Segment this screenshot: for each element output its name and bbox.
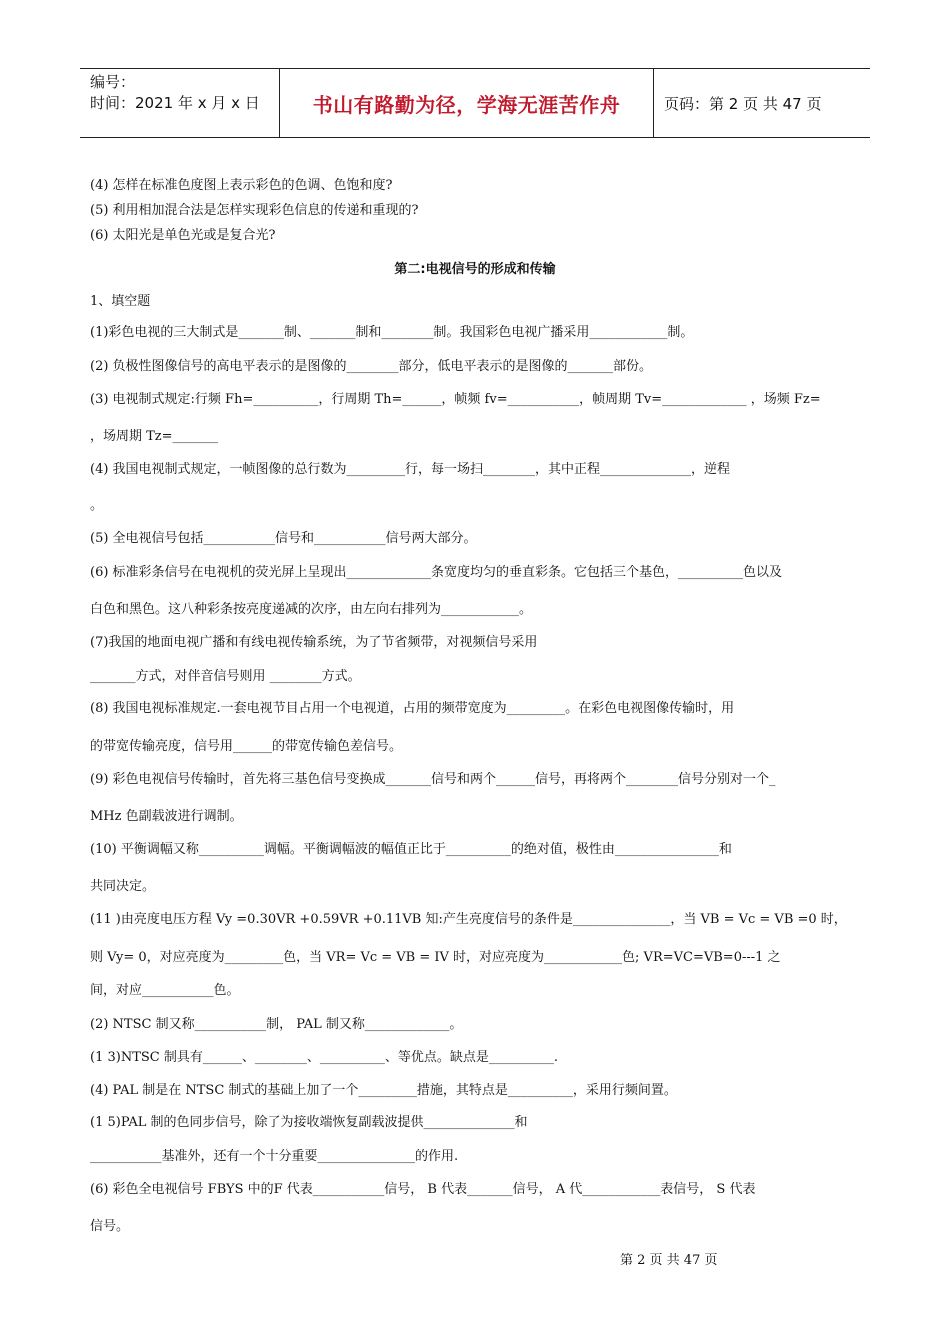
- motto: 书山有路勤为径，学海无涯苦作舟: [280, 69, 654, 137]
- question-line: ，场周期 Tz=_______: [90, 429, 219, 444]
- question-line: (5) 利用相加混合法是怎样实现彩色信息的传递和重现的?: [90, 203, 419, 218]
- question-line: _______方式，对伴音信号则用 ________方式。: [90, 669, 361, 684]
- question-line: (3) 电视制式规定:行频 Fh=__________，行周期 Th=______，帧频 fv=___________，帧周期 Tv=_____________ ，场频 Fz=: [90, 392, 821, 407]
- date-label: 时间：2021 年 x 月 x 日: [90, 94, 260, 112]
- question-line: 共同决定。: [90, 879, 156, 894]
- question-line: (1 5)PAL 制的色同步信号，除了为接收端恢复副载波提供______________和: [90, 1115, 528, 1130]
- page-header: [80, 68, 870, 138]
- question-line: (6) 彩色全电视信号 FBYS 中的F 代表___________信号， B 代表_______信号， A 代____________表信号， S 代表: [90, 1182, 756, 1197]
- page-label: 页码：第 2 页 共 47 页: [664, 94, 822, 113]
- question-line: (4) 怎样在标准色度图上表示彩色的色调、色饱和度?: [90, 178, 393, 193]
- question-line: (1)彩色电视的三大制式是_______制、_______制和________制。我国彩色电视广播采用____________制。: [90, 325, 694, 340]
- question-line: (9) 彩色电视信号传输时，首先将三基色信号变换成_______信号和两个______信号，再将两个________信号分别对一个_: [90, 772, 776, 787]
- question-line: (6) 太阳光是单色光或是复合光?: [90, 228, 276, 243]
- question-line: (8) 我国电视标准规定.一套电视节目占用一个电视道，占用的频带宽度为_________。在彩色电视图像传输时，用: [90, 701, 735, 716]
- number-label: 编号：: [90, 73, 136, 91]
- question-line: (2) 负极性图像信号的高电平表示的是图像的________部分，低电平表示的是图像的_______部份。: [90, 359, 653, 374]
- question-line: (6) 标准彩条信号在电视机的荧光屏上呈现出_____________条宽度均匀的垂直彩条。它包括三个基色，__________色以及: [90, 565, 783, 580]
- header-left-cell: [80, 69, 280, 137]
- question-line: 信号。: [90, 1219, 130, 1234]
- question-line: MHz 色副载波进行调制。: [90, 809, 243, 824]
- question-line: 白色和黑色。这八种彩条按亮度递减的次序，由左向右排列为____________。: [90, 602, 533, 617]
- page-footer: 第 2 页 共 47 页: [620, 1253, 718, 1268]
- question-line: ___________基准外，还有一个十分重要_______________的作用.: [90, 1149, 459, 1164]
- question-line: (2) NTSC 制又称___________制， PAL 制又称_____________。: [90, 1017, 463, 1032]
- question-line: 间，对应___________色。: [90, 983, 240, 998]
- question-line: (11 )由亮度电压方程 Vy =0.30VR +0.59VR +0.11VB 知:产生亮度信号的条件是_______________，当 VB = Vc = VB =0 时，: [90, 912, 847, 927]
- question-line: 。: [90, 498, 104, 513]
- question-line: (4) PAL 制是在 NTSC 制式的基础上加了一个_________措施，其特点是__________，采用行频间置。: [90, 1083, 677, 1098]
- question-line: (7)我国的地面电视广播和有线电视传输系统，为了节省频带，对视频信号采用: [90, 635, 538, 650]
- question-line: 1、填空题: [90, 294, 151, 309]
- question-line: (5) 全电视信号包括___________信号和___________信号两大部分。: [90, 531, 477, 546]
- question-line: (1 3)NTSC 制具有______、________、__________、等优点。缺点是__________.: [90, 1050, 558, 1065]
- question-line: (10) 平衡调幅又称__________调幅。平衡调幅波的幅值正比于__________的绝对值，极性由________________和: [90, 842, 732, 857]
- question-line: (4) 我国电视制式规定，一帧图像的总行数为_________行，每一场扫________，其中正程______________，逆程: [90, 462, 731, 477]
- question-line: 则 Vy= 0，对应亮度为_________色，当 VR= Vc = VB = IV 时，对应亮度为____________色; VR=VC=VB=0---1 之: [90, 950, 781, 965]
- question-line: 的带宽传输亮度，信号用______的带宽传输色差信号。: [90, 739, 403, 754]
- section-title: 第二:电视信号的形成和传输: [394, 262, 556, 277]
